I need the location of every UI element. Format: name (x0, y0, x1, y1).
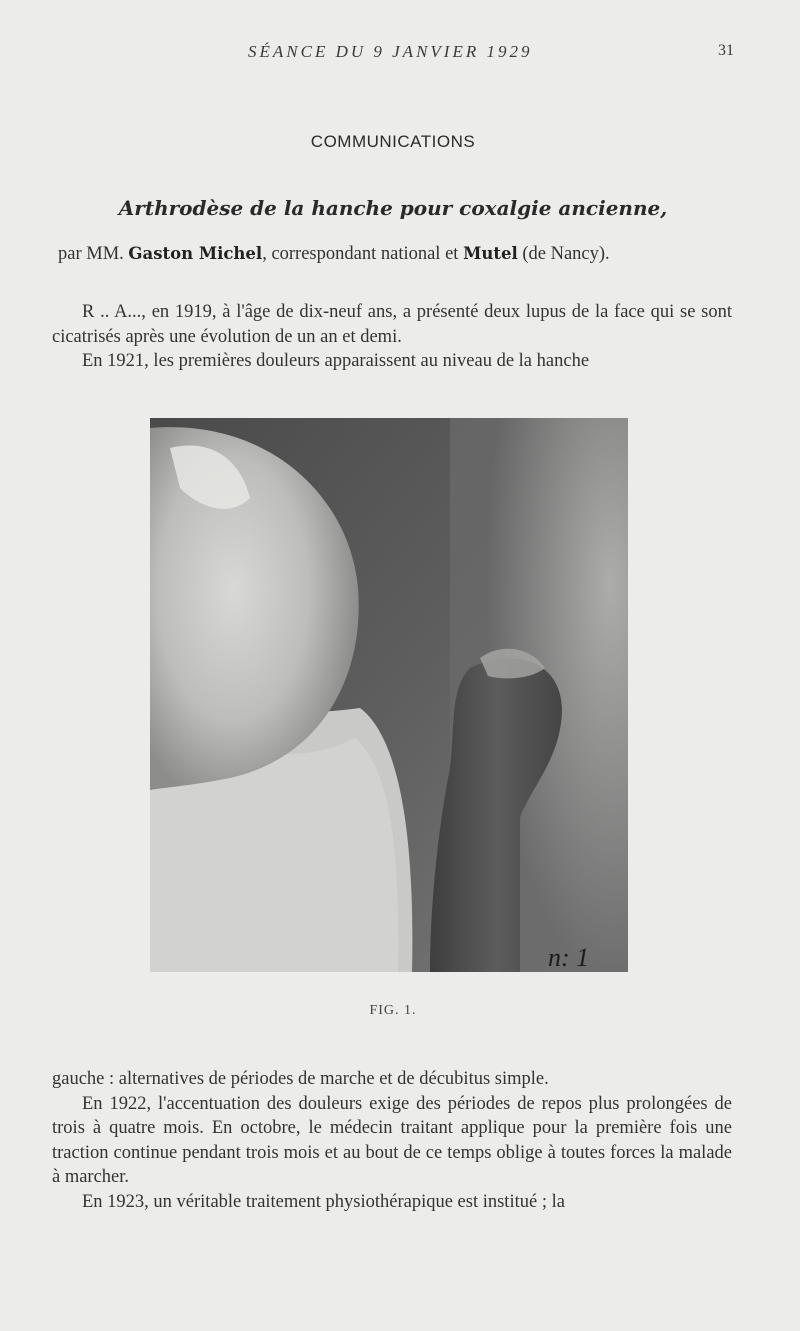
author-name-1: Gaston Michel (128, 244, 263, 263)
byline-suffix: (de Nancy). (522, 244, 610, 264)
xray-figure (150, 418, 628, 972)
article-title: Arthrodèse de la hanche pour coxalgie ancienne, (118, 196, 668, 220)
running-head (0, 42, 800, 66)
paragraph: En 1922, l'accentuation des douleurs exige des périodes de repos plus prolongées de trois à quatre mois. En octobre, le médecin traitant applique pour la première fois une traction continue pendant trois mois et au bout de ce temps oblige à toutes forces la malade à marcher. (52, 1093, 732, 1187)
paragraph: En 1923, un véritable traitement physiothérapique est institué ; la (82, 1191, 565, 1212)
section-heading: COMMUNICATIONS (310, 132, 476, 151)
xray-image (150, 418, 628, 972)
plate-label: n: 1 (548, 943, 590, 972)
paragraph: En 1921, les premières douleurs apparaissent au niveau de la hanche (82, 351, 590, 371)
paragraph: R .. A..., en 1919, à l'âge de dix-neuf ans, a présenté deux lupus de la face qui se sont cicatrisés après une évolution de un an et demi. (52, 302, 732, 347)
body-text-upper (52, 300, 732, 374)
body-text-lower (52, 1067, 732, 1214)
running-title: SÉANCE DU 9 JANVIER 1929 (248, 42, 533, 61)
byline (58, 244, 732, 265)
figure-caption: FIG. 1. (369, 1003, 417, 1018)
page-number: 31 (718, 42, 734, 59)
byline-middle: , correspondant national et (262, 244, 459, 264)
paragraph: gauche : alternatives de périodes de marche et de décubitus simple. (52, 1069, 549, 1089)
author-name-2: Mutel (463, 244, 518, 263)
byline-prefix: par MM. (58, 244, 124, 264)
